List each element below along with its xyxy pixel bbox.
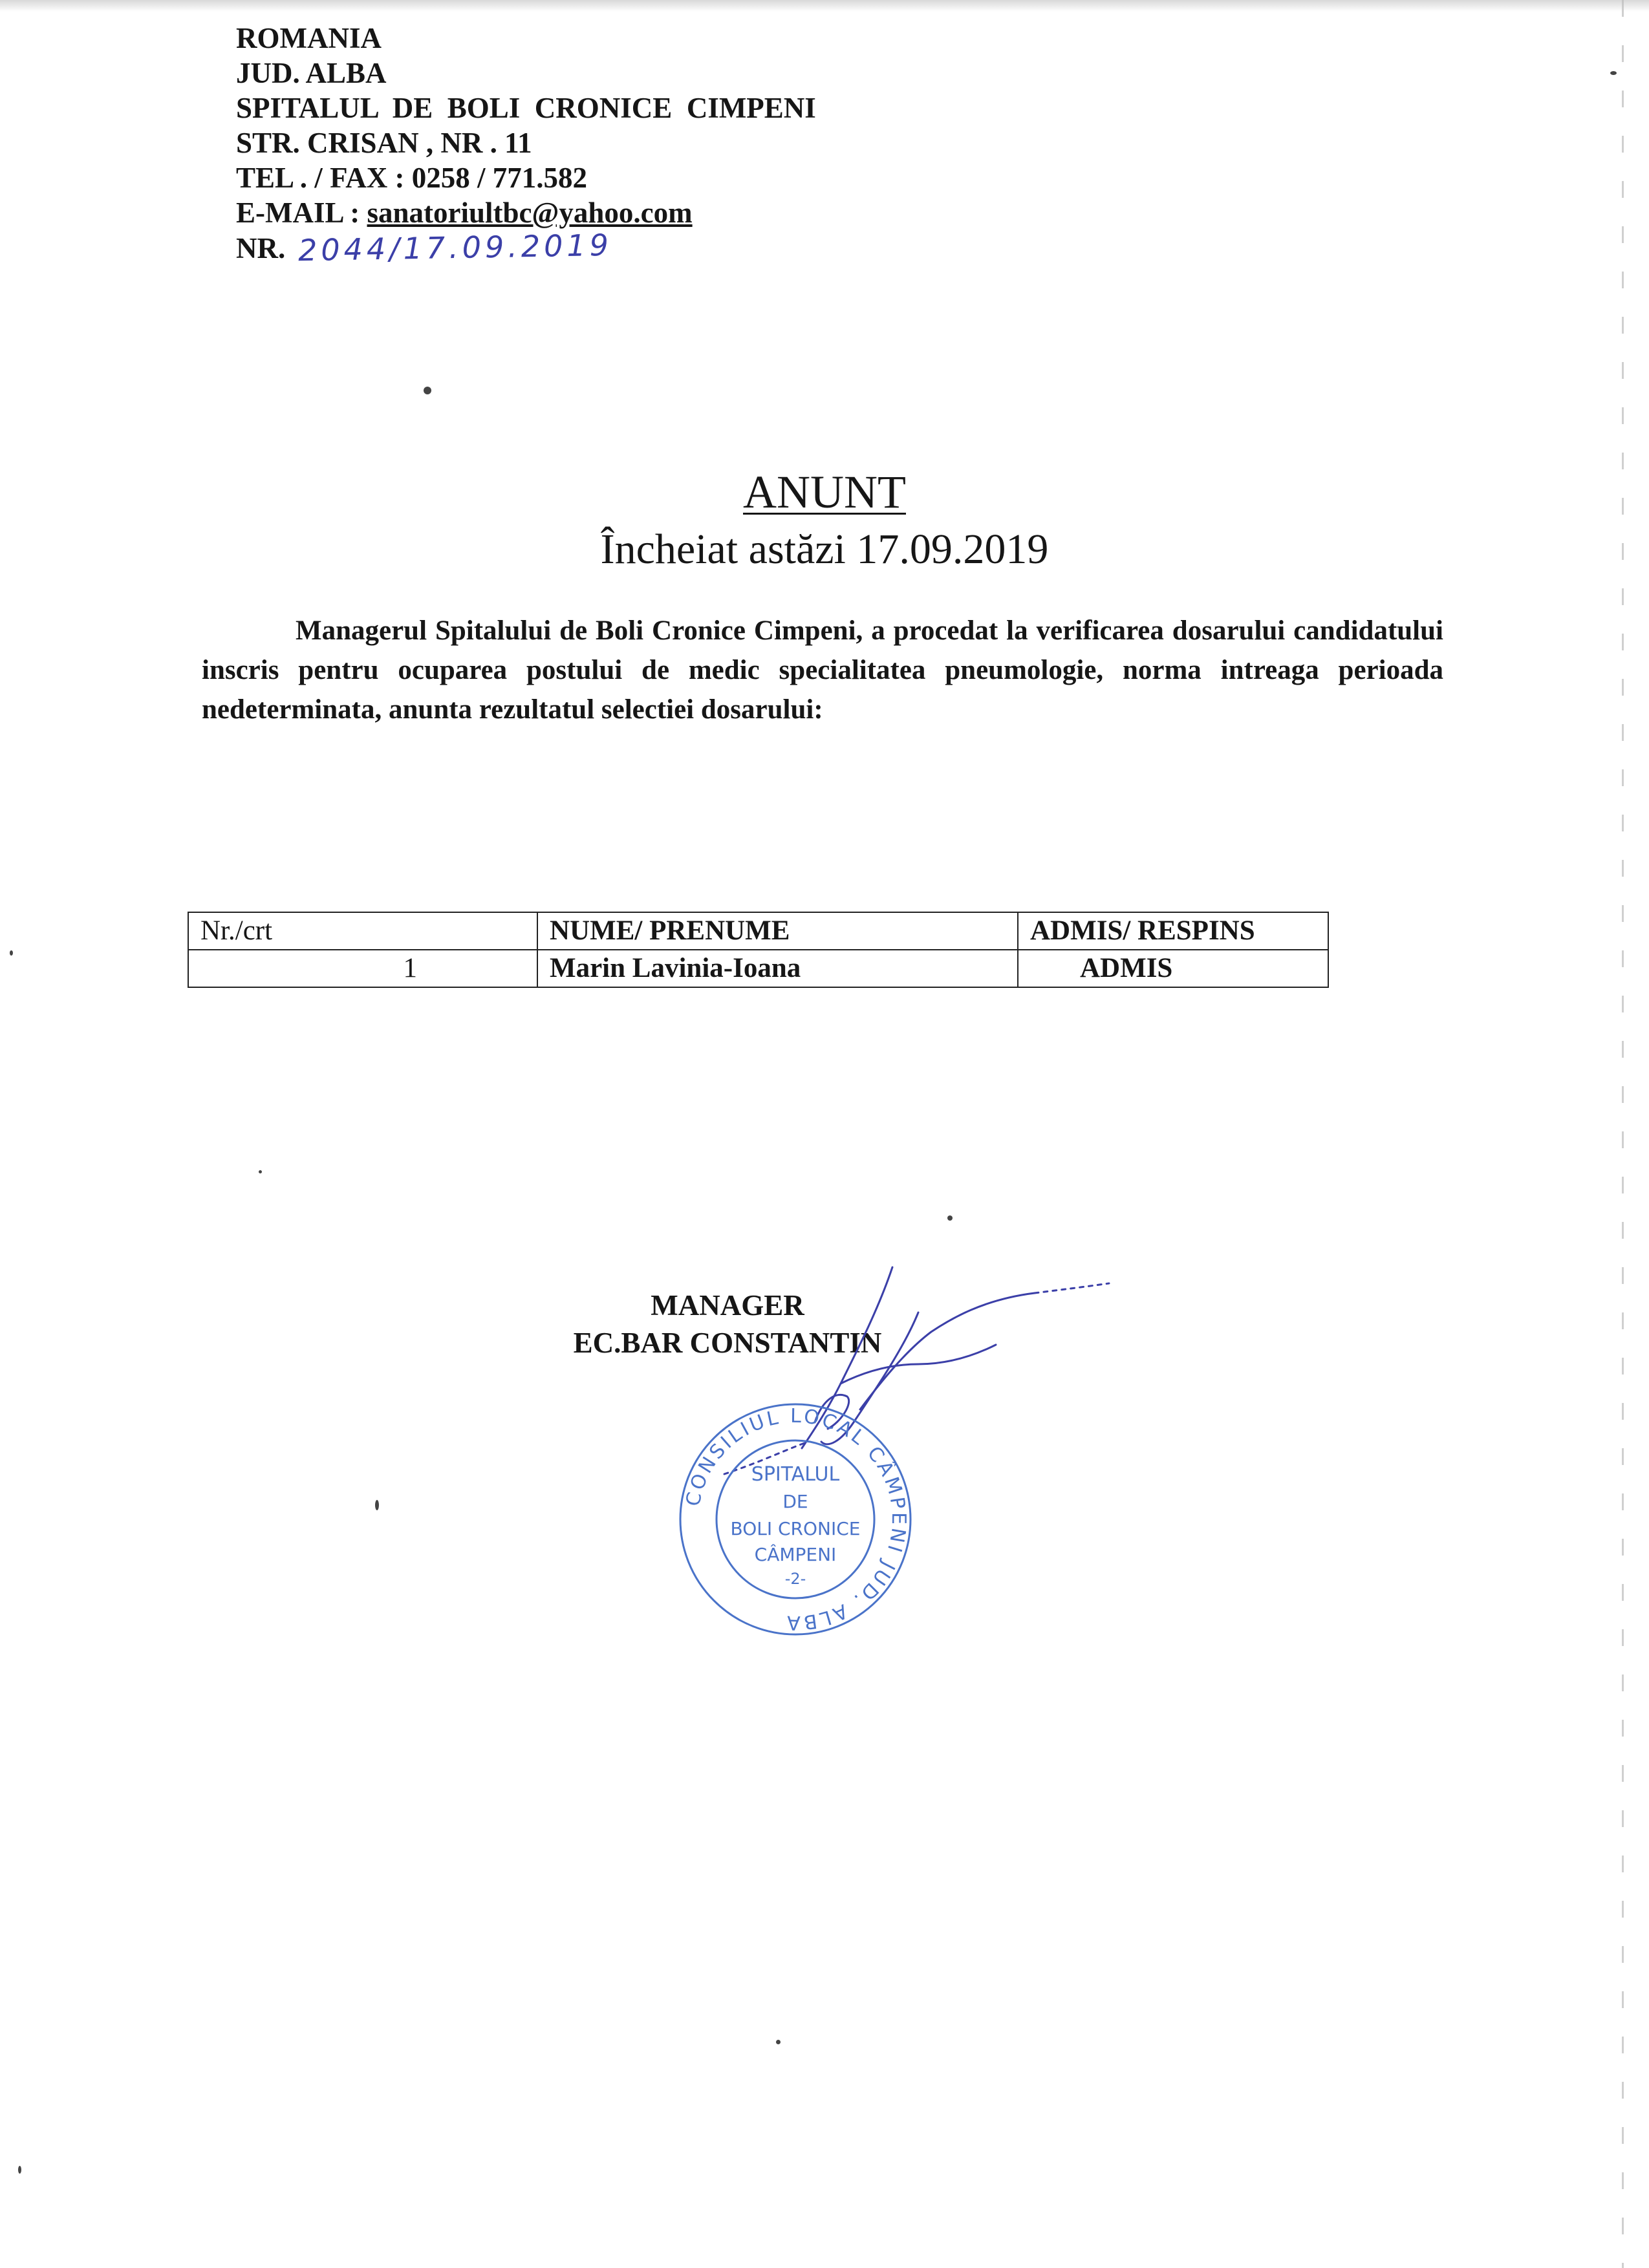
letterhead-country: ROMANIA: [236, 22, 382, 54]
document-title: ANUNT: [743, 466, 906, 518]
scan-speck: [947, 1215, 953, 1221]
stamp-line-5: -2-: [784, 1570, 806, 1588]
stamp-line-4: CÂMPENI: [754, 1544, 837, 1565]
table-header-row: [188, 912, 1328, 950]
stamp-line-3: BOLI CRONICE: [730, 1518, 861, 1539]
table-row: [188, 950, 1328, 987]
letterhead-institution: SPITALUL DE BOLI CRONICE CIMPENI: [236, 92, 816, 124]
email-link[interactable]: sanatoriultbc@yahoo.com: [367, 197, 693, 229]
letterhead-number-line: [236, 227, 816, 268]
letterhead-address: STR. CRISAN , NR . 11: [236, 127, 532, 159]
scan-speck: [10, 950, 13, 956]
results-table: [188, 912, 1329, 988]
scan-speck: [375, 1500, 379, 1510]
letterhead-county: JUD. ALBA: [236, 57, 387, 89]
header-cell-name: NUME/ PRENUME: [537, 912, 1018, 950]
scan-speck: [1610, 71, 1617, 75]
stamp-ring-text: CONSILIUL LOCAL CÂMPENI JUD. ALBA: [682, 1404, 911, 1634]
header-cell-result: ADMIS/ RESPINS: [1018, 912, 1328, 950]
document-subtitle: Încheiat astăzi 17.09.2019: [600, 526, 1049, 573]
header-cell-number: Nr./crt: [188, 912, 537, 950]
letterhead-phone: TEL . / FAX : 0258 / 771.582: [236, 162, 587, 194]
cell-result: ADMIS: [1018, 950, 1328, 987]
signatory-role: MANAGER: [651, 1289, 804, 1321]
scan-speck: [18, 2166, 21, 2174]
cell-name: Marin Lavinia-Ioana: [537, 950, 1018, 987]
signatory-name: EC.BAR CONSTANTIN: [573, 1327, 882, 1359]
number-label: NR.: [236, 232, 293, 264]
scan-speck: [776, 2040, 781, 2044]
stamp-line-1: SPITALUL: [751, 1463, 840, 1486]
scan-speck: [424, 387, 431, 394]
scan-top-edge: [0, 0, 1649, 12]
cell-number: 1: [188, 950, 537, 987]
handwritten-registration-number: 2044/17.09.2019: [297, 227, 612, 268]
announcement-body: Managerul Spitalului de Boli Cronice Cimpeni, a procedat la verificarea dosarului candidatului inscris pentru ocuparea postului de medic specialitatea pneumologie, norma intreaga perioada nedeterminata, anunta rezultatul selectiei dosarului:: [202, 615, 1443, 725]
letterhead: [236, 21, 816, 266]
stamp-line-2: DE: [782, 1491, 808, 1512]
scan-right-edge: [1622, 0, 1624, 2268]
email-label: E-MAIL :: [236, 197, 367, 229]
institution-stamp: [673, 1396, 918, 1642]
scan-speck: [259, 1170, 262, 1173]
letterhead-email-line: [236, 195, 816, 230]
